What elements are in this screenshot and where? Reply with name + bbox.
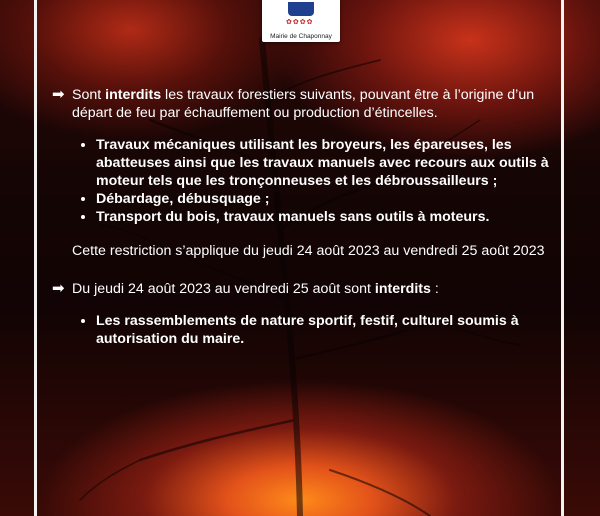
gatherings-list [52, 312, 552, 348]
keyword-interdits: interdits [374, 281, 431, 297]
section2-text: Du jeudi 24 août 2023 au vendredi 25 août sont interdits : [72, 281, 439, 297]
list-item: • Travaux mécaniques utilisant les broyeurs, les épareuses, les abatteuses ainsi que les travaux manuels avec recours aux outils à moteur tels que les tronçonneuses et les débroussailleurs ; [96, 136, 552, 190]
section-forestry-works [52, 86, 552, 122]
flower-emblems: ✿✿✿✿ [286, 19, 314, 26]
arrow-right-icon: ➡ [52, 280, 65, 297]
list-item: • Les rassemblements de nature sportif, festif, culturel soumis à autorisation du maire. [96, 312, 552, 348]
section-gatherings [52, 280, 552, 298]
forestry-works-list [52, 136, 552, 226]
restriction-dates-note: Cette restriction s’applique du jeudi 24 août 2023 au vendredi 25 août 2023 [72, 243, 545, 259]
section1-text: Sont interdits les travaux forestiers suivants, pouvant être à l’origine d’un départ de feu par échauffement ou production d’étincelles. [72, 87, 535, 121]
keyword-interdits: interdits [105, 87, 162, 103]
list-item: • Transport du bois, travaux manuels sans outils à moteurs. [96, 208, 552, 226]
logo-caption: Mairie de Chaponnay [270, 33, 332, 40]
arrow-right-icon: ➡ [52, 86, 65, 103]
list-item: • Débardage, débusquage ; [96, 190, 552, 208]
notice-content [52, 86, 552, 348]
coat-of-arms-icon [288, 2, 314, 16]
mairie-logo [262, 0, 340, 42]
